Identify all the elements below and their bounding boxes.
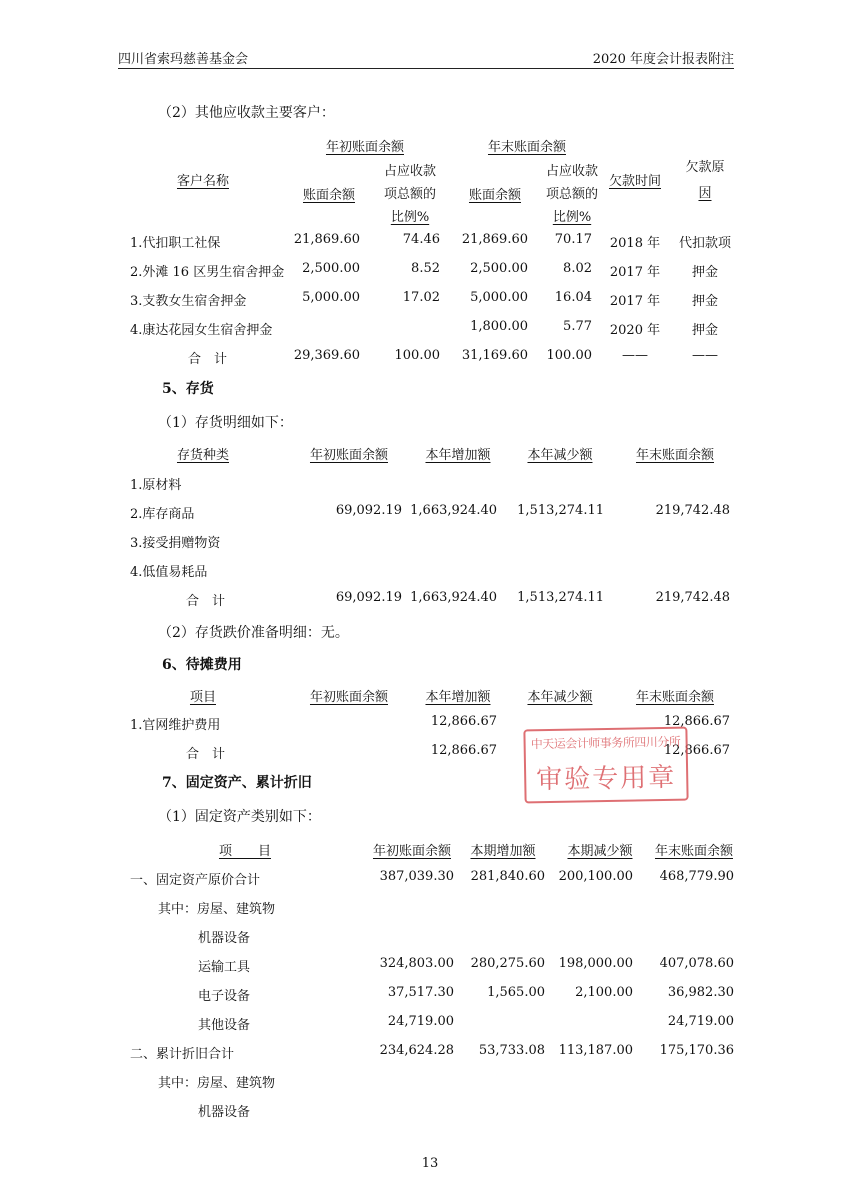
- col-customer-name: 客户名称: [176, 174, 229, 189]
- receivable-row-begin-ratio: 17.02: [402, 290, 440, 305]
- receivable-row-debt-reason: 代扣款项: [678, 236, 731, 251]
- fixed-assets-row-value-2: 53,733.08: [478, 1043, 545, 1058]
- seal-purpose: 审验专用章: [535, 762, 677, 796]
- receivable-row-debt-time: 2020 年: [609, 323, 661, 338]
- receivables-group-begin: 年初账面余额: [325, 140, 404, 155]
- seal-firm-name: 中天运会计师事务所四川分所: [530, 734, 681, 752]
- receivables-title: （2）其他应收款主要客户：: [158, 105, 335, 121]
- receivable-row-debt-time: ——: [622, 348, 648, 363]
- col-end-ratio-line3: 比例%: [552, 210, 592, 225]
- fixed-assets-row-value-4: 175,170.36: [659, 1043, 734, 1058]
- fixed-assets-row-value-2: 281,840.60: [470, 869, 545, 884]
- receivable-row-debt-reason: ——: [692, 348, 718, 363]
- receivable-row-debt-time: 2018 年: [609, 236, 661, 251]
- inventory-row-value-4: 219,742.48: [655, 590, 730, 605]
- prepaid-header-col-0: 项目: [189, 690, 216, 705]
- receivable-row-end-amount: 5,000.00: [470, 290, 528, 305]
- fixed-assets-row-value-1: 37,517.30: [387, 985, 454, 1000]
- fixed-assets-row-label: 机器设备: [198, 1105, 251, 1120]
- fixed-assets-row-value-3: 2,100.00: [575, 985, 633, 1000]
- fixed-assets-row-value-4: 407,078.60: [659, 956, 734, 971]
- header-org: 四川省索玛慈善基金会: [118, 52, 249, 67]
- inventory-section-title: 5、存货: [162, 381, 214, 397]
- page-number: 13: [421, 1156, 439, 1171]
- receivable-row-name: 2.外滩 16 区男生宿舍押金: [130, 265, 285, 280]
- prepaid-row-value-4: 12,866.67: [663, 714, 730, 729]
- inventory-row-value-3: 1,513,274.11: [517, 503, 604, 518]
- receivable-row-debt-reason: 押金: [691, 265, 718, 280]
- fixed-assets-row-label: 运输工具: [198, 960, 251, 975]
- col-debt-reason-line1: 欠款原: [685, 160, 725, 175]
- receivable-row-end-ratio: 8.02: [563, 261, 592, 276]
- inventory-row-value-1: 69,092.19: [335, 590, 402, 605]
- receivable-row-end-amount: 1,800.00: [470, 319, 528, 334]
- receivable-row-end-ratio: 16.04: [554, 290, 592, 305]
- receivable-row-begin-ratio: 8.52: [411, 261, 440, 276]
- audit-seal-stamp: [523, 727, 688, 804]
- fixed-assets-row-value-1: 234,624.28: [379, 1043, 454, 1058]
- prepaid-header-col-1: 年初账面余额: [309, 690, 388, 705]
- fixed-assets-header-col-0: 项 目: [218, 844, 271, 859]
- fixed-assets-row-value-2: 1,565.00: [487, 985, 545, 1000]
- inventory-header-col-2: 本年增加额: [425, 448, 491, 463]
- receivable-row-name: 合 计: [188, 352, 228, 367]
- inventory-row-value-2: 1,663,924.40: [410, 590, 497, 605]
- prepaid-header-col-3: 本年减少额: [527, 690, 593, 705]
- prepaid-row-value-2: 12,866.67: [430, 743, 497, 758]
- fixed-assets-row-value-3: 113,187.00: [558, 1043, 633, 1058]
- inventory-row-value-3: 1,513,274.11: [517, 590, 604, 605]
- fixed-assets-row-label: 其中：房屋、建筑物: [158, 902, 276, 917]
- fixed-assets-header-col-3: 本期减少额: [567, 844, 633, 859]
- col-begin-ratio-line3: 比例%: [390, 210, 430, 225]
- fixed-assets-row-value-2: 280,275.60: [470, 956, 545, 971]
- col-debt-time: 欠款时间: [608, 174, 661, 189]
- fixed-assets-row-value-4: 36,982.30: [667, 985, 734, 1000]
- receivable-row-end-ratio: 100.00: [546, 348, 592, 363]
- inventory-row-value-2: 1,663,924.40: [410, 503, 497, 518]
- fixed-assets-section-title: 7、固定资产、累计折旧: [162, 775, 312, 791]
- receivable-row-begin-amount: 2,500.00: [302, 261, 360, 276]
- inventory-header-col-0: 存货种类: [176, 448, 229, 463]
- inventory-row-label: 3.接受捐赠物资: [130, 536, 221, 551]
- col-begin-amount: 账面余额: [302, 188, 355, 203]
- fixed-assets-row-label: 电子设备: [198, 989, 251, 1004]
- receivable-row-name: 4.康达花园女生宿舍押金: [130, 323, 273, 338]
- inventory-header-col-4: 年末账面余额: [635, 448, 714, 463]
- receivables-group-end: 年末账面余额: [487, 140, 566, 155]
- inventory-header-col-3: 本年减少额: [527, 448, 593, 463]
- col-end-ratio-line2: 项总额的: [545, 187, 598, 202]
- prepaid-header-col-2: 本年增加额: [425, 690, 491, 705]
- receivable-row-debt-reason: 押金: [691, 294, 718, 309]
- fixed-assets-row-label: 一、固定资产原价合计: [130, 873, 261, 888]
- col-begin-ratio-line2: 项总额的: [383, 187, 436, 202]
- fixed-assets-header-col-4: 年末账面余额: [654, 844, 733, 859]
- prepaid-row-label: 1.官网维护费用: [130, 718, 221, 733]
- fixed-assets-header-col-2: 本期增加额: [470, 844, 536, 859]
- receivable-row-end-amount: 2,500.00: [470, 261, 528, 276]
- fixed-assets-row-label: 其中：房屋、建筑物: [158, 1076, 276, 1091]
- col-begin-ratio-line1: 占应收款: [383, 164, 436, 179]
- fixed-assets-row-value-4: 24,719.00: [667, 1014, 734, 1029]
- fixed-assets-header-col-1: 年初账面余额: [372, 844, 451, 859]
- inventory-row-label: 合 计: [186, 594, 226, 609]
- prepaid-row-value-4: 12,866.67: [663, 743, 730, 758]
- receivable-row-end-amount: 31,169.60: [461, 348, 528, 363]
- inventory-row-label: 2.库存商品: [130, 507, 195, 522]
- header-rule: [118, 68, 734, 69]
- receivable-row-name: 3.支教女生宿舍押金: [130, 294, 247, 309]
- fixed-assets-row-value-1: 387,039.30: [379, 869, 454, 884]
- col-debt-reason-line2: 因: [698, 186, 712, 201]
- fixed-assets-row-label: 二、累计折旧合计: [130, 1047, 235, 1062]
- col-end-ratio-line1: 占应收款: [545, 164, 598, 179]
- fixed-assets-row-value-1: 324,803.00: [379, 956, 454, 971]
- inventory-row-label: 4.低值易耗品: [130, 565, 208, 580]
- fixed-assets-row-value-1: 24,719.00: [387, 1014, 454, 1029]
- prepaid-section-title: 6、待摊费用: [162, 657, 242, 673]
- col-end-amount: 账面余额: [468, 188, 521, 203]
- receivable-row-debt-time: 2017 年: [609, 265, 661, 280]
- receivable-row-debt-time: 2017 年: [609, 294, 661, 309]
- inventory-row-label: 1.原材料: [130, 478, 182, 493]
- fixed-assets-row-label: 机器设备: [198, 931, 251, 946]
- fixed-assets-row-value-3: 198,000.00: [558, 956, 633, 971]
- inventory-row-value-4: 219,742.48: [655, 503, 730, 518]
- receivable-row-debt-reason: 押金: [691, 323, 718, 338]
- receivable-row-begin-amount: 21,869.60: [293, 232, 360, 247]
- receivable-row-begin-amount: 29,369.60: [293, 348, 360, 363]
- receivable-row-end-amount: 21,869.60: [461, 232, 528, 247]
- inventory-impairment-note: （2）存货跌价准备明细：无。: [158, 625, 349, 641]
- fixed-assets-row-value-3: 200,100.00: [558, 869, 633, 884]
- receivable-row-begin-amount: 5,000.00: [302, 290, 360, 305]
- prepaid-header-col-4: 年末账面余额: [635, 690, 714, 705]
- prepaid-row-value-2: 12,866.67: [430, 714, 497, 729]
- inventory-header-col-1: 年初账面余额: [309, 448, 388, 463]
- inventory-row-value-1: 69,092.19: [335, 503, 402, 518]
- receivable-row-end-ratio: 70.17: [554, 232, 592, 247]
- receivable-row-name: 1.代扣职工社保: [130, 236, 221, 251]
- fixed-assets-row-label: 其他设备: [198, 1018, 251, 1033]
- inventory-subtitle: （1）存货明细如下：: [158, 415, 293, 431]
- prepaid-row-label: 合 计: [186, 747, 226, 762]
- header-doc-title: 2020 年度会计报表附注: [592, 52, 734, 67]
- fixed-assets-subtitle: （1）固定资产类别如下：: [158, 809, 321, 825]
- receivable-row-end-ratio: 5.77: [563, 319, 592, 334]
- receivable-row-begin-ratio: 74.46: [402, 232, 440, 247]
- receivable-row-begin-ratio: 100.00: [394, 348, 440, 363]
- fixed-assets-row-value-4: 468,779.90: [659, 869, 734, 884]
